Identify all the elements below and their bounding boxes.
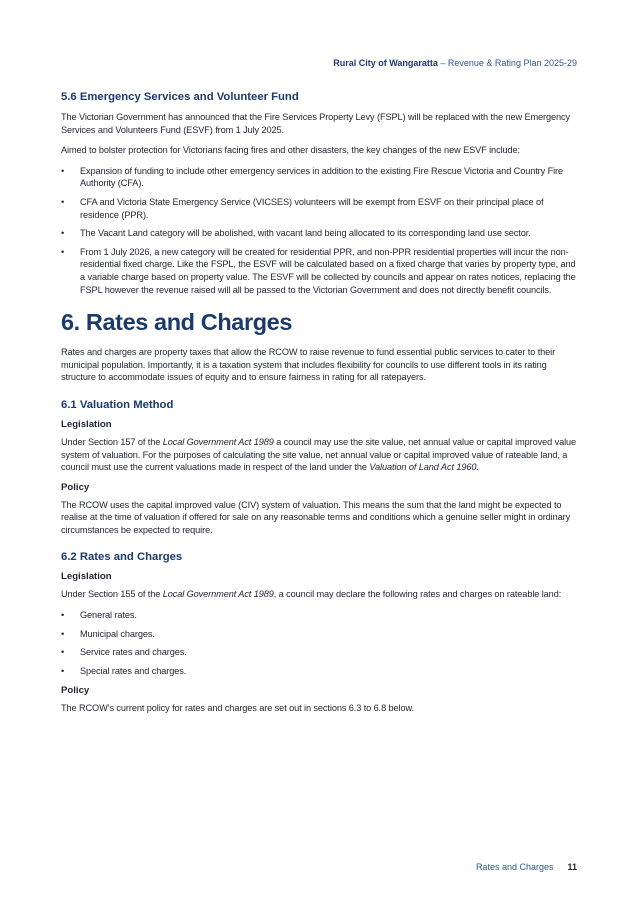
- section-6-2-policy-text: The RCOW’s current policy for rates and charges are set out in sections 6.3 to 6.8 below.: [61, 703, 414, 714]
- bullet-mark: •: [61, 228, 65, 239]
- section-6-1-legislation-text: [61, 436, 577, 474]
- list-item: [61, 246, 577, 296]
- list-item-text: General rates.: [80, 610, 137, 621]
- act-reference: Local Government Act 1989: [162, 589, 274, 600]
- page-content: [61, 90, 577, 723]
- section-6-2-policy-heading: Policy: [61, 685, 90, 697]
- text-run: Under Section 157 of the: [61, 436, 163, 447]
- section-5-6-heading: 5.6 Emergency Services and Volunteer Fund: [61, 91, 299, 103]
- rates-charges-list: [61, 609, 577, 677]
- bullet-mark: •: [61, 196, 65, 207]
- text-run: .: [476, 462, 479, 473]
- section-6-2-heading: 6.2 Rates and Charges: [61, 551, 183, 564]
- bullet-mark: •: [61, 647, 65, 658]
- list-item-text: CFA and Victoria State Emergency Service (VICSES) volunteers will be exempt from ESVF on their principal place of residence (PPR).: [80, 196, 544, 220]
- section-6-1-legislation-heading: Legislation: [61, 418, 112, 430]
- section-6-1-policy-heading: Policy: [61, 481, 90, 493]
- text-run: Under Section 155 of the: [61, 589, 163, 600]
- list-item-text: Special rates and charges.: [80, 665, 187, 676]
- section-6-2-legislation-text: [61, 588, 577, 601]
- section-5-6-paragraph-2: Aimed to bolster protection for Victorians facing fires and other disasters, the key changes of the new ESVF include:: [61, 145, 520, 156]
- running-header: [333, 58, 577, 68]
- text-run: a council may use the site value, net annual value or capital improved value system of valuation. For the purposes of calculating the site value, net annual value or capital improved value of rateable land, a council must use the current valuations made in respect of the land under the: [61, 436, 577, 473]
- section-6-1-heading: 6.1 Valuation Method: [61, 398, 174, 411]
- page-footer: [476, 862, 577, 872]
- text-run: , a council may declare the following rates and charges on rateable land:: [273, 589, 562, 600]
- section-6-2-legislation-heading: Legislation: [61, 571, 112, 583]
- bullet-mark: •: [61, 665, 65, 676]
- act-reference: Local Government Act 1989: [162, 436, 274, 447]
- bullet-mark: •: [61, 246, 65, 257]
- list-item: [61, 609, 577, 622]
- list-item: [61, 646, 577, 659]
- document-page: [61, 0, 577, 901]
- footer-section-label: Rates and Charges: [475, 862, 554, 872]
- bullet-mark: •: [61, 610, 65, 621]
- list-item-text: From 1 July 2026, a new category will be created for residential PPR, and non-PPR residential properties will incur the non-residential fixed charge. Like the FSPL, the ESVF will be calculated based on a fixed charge that varies by property type, and a variable charge based on property value. The ESVF will be collected by councils and appear on rates notices, replacing the FSPL however the revenue raised will all be passed to the Victorian Government and does not directly benefit councils.: [80, 246, 576, 295]
- header-title: – Revenue & Rating Plan 2025-29: [437, 58, 577, 68]
- list-item: [61, 165, 577, 190]
- list-item: [61, 628, 577, 641]
- section-5-6-paragraph-1: The Victorian Government has announced that the Fire Services Property Levy (FSPL) will be replaced with the new Emergency Services and Volunteers Fund (ESVF) from 1 July 2025.: [61, 112, 571, 135]
- list-item-text: Municipal charges.: [80, 628, 155, 639]
- act-reference: Valuation of Land Act 1960: [369, 462, 477, 473]
- page-number: 11: [567, 862, 577, 872]
- list-item-text: Expansion of funding to include other emergency services in addition to the existing Fire Rescue Victoria and Country Fire Authority (CFA).: [80, 165, 564, 189]
- list-item: [61, 196, 577, 221]
- chapter-6-title: 6. Rates and Charges: [61, 309, 293, 336]
- section-6-1-policy-text: The RCOW uses the capital improved value (CIV) system of valuation. This means the sum that the land might be expected to realise at the time of valuation if offered for sale on any reasonable terms and conditions which a genuine seller might in ordinary circumstances be expected to require.: [61, 499, 571, 535]
- header-org: Rural City of Wangaratta: [333, 58, 438, 68]
- list-item-text: Service rates and charges.: [80, 647, 187, 658]
- bullet-mark: •: [61, 165, 65, 176]
- bullet-mark: •: [61, 628, 65, 639]
- chapter-6-intro: Rates and charges are property taxes that allow the RCOW to raise revenue to fund essential public services to cater to their municipal population. Importantly, it is a taxation system that includes flexibility for councils to use different tools in its rating structure to accommodate issues of equity and to ensure fairness in rating for all ratepayers.: [61, 347, 556, 383]
- list-item: [61, 665, 577, 678]
- list-item-text: The Vacant Land category will be abolished, with vacant land being allocated to its corresponding land use sector.: [80, 228, 531, 239]
- list-item: [61, 227, 577, 240]
- esvf-changes-list: [61, 165, 577, 296]
